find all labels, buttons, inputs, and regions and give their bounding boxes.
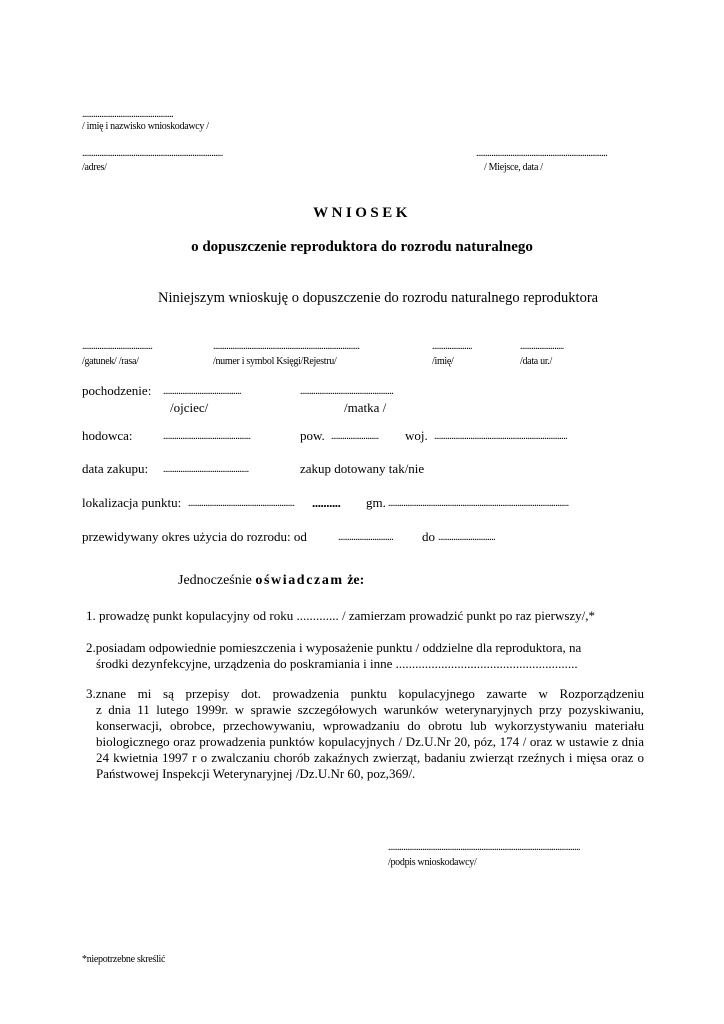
- location-line: ........................................................: [188, 498, 295, 509]
- county-line: .........................: [331, 431, 379, 442]
- breeder-label: hodowca:: [82, 428, 133, 443]
- declaration-item-1: 1. prowadzę punkt kopulacyjny od roku ............. / zamierzam prowadzić punkt po raz pierwszy/,*: [86, 608, 596, 623]
- purchase-date-label: data zakupu:: [82, 461, 149, 476]
- birth-date-caption: /data ur./: [520, 356, 552, 367]
- registry-number-caption: /numer i symbol Księgi/Rejestru/: [213, 356, 337, 367]
- declaration-item-2-continuation: środki dezynfekcyjne, urządzenia do poskramiania i inne ........................................................: [96, 656, 578, 671]
- father-caption: /ojciec/: [170, 400, 209, 415]
- applicant-name-line: ................................................: [82, 109, 174, 120]
- subsidy-text: zakup dotowany tak/nie: [300, 461, 425, 476]
- declaration-item-3-body: z dnia 11 lutego 1999r. w sprawie szczegółowych warunków weterynaryjnych przy pozyskiwaniu, konserwacji, obrobce, przechowywaniu, wprowadzaniu do obrotu lub wykorzystywaniu materiału biologicznego oraz prowadzenia punktów kopulacyjnych / Dz.U.Nr 20, póz, 174 / oraz w ustawie z dnia 24 kwietnia 1997 r o zwalczaniu chorób zakaźnych zwierząt, badaniu zwierząt rzeźnych i mięsa oraz o Państwowej Inspekcji Weterynaryjnej /Dz.U.Nr 60, poz,369/.: [96, 702, 644, 781]
- species-caption: /gatunek/ /rasa/: [82, 356, 139, 367]
- location-line-bold: ..........: [312, 495, 341, 510]
- registry-number-line: .............................................................................: [213, 341, 360, 352]
- county-label: pow.: [300, 428, 325, 443]
- declaration-prefix: Jednocześnie: [178, 573, 256, 588]
- document-title: WNIOSEK: [313, 205, 411, 221]
- intro-text: Niniejszym wnioskuję o dopuszczenie do rozrodu naturalnego reproduktora: [158, 290, 599, 306]
- species-line: .....................................: [82, 341, 153, 352]
- applicant-name-caption: / imię i nazwisko wnioskodawcy /: [82, 121, 209, 132]
- place-date-caption: / Miejsce, data /: [484, 162, 543, 173]
- period-label: przewidywany okres użycia do rozrodu: od: [82, 529, 307, 544]
- signature-line: .....................................................................................................: [388, 842, 580, 853]
- declaration-item-3: 3.znane mi są przepisy dot. prowadzenia punktu kopulacyjnego zawarte w Rozporządzeniu: [86, 686, 644, 701]
- purchase-date-line: .............................................: [163, 464, 249, 475]
- document-subtitle: o dopuszczenie reproduktora do rozrodu naturalnego: [191, 239, 533, 255]
- period-to-label: do: [422, 529, 435, 544]
- commune-line: ...............................................................................................: [388, 498, 569, 509]
- period-to-line: ..............................: [438, 532, 496, 543]
- period-from-line: .............................: [338, 532, 394, 543]
- declaration-item-2: 2.posiadam odpowiednie pomieszczenia i wyposażenie punktu / oddzielne dla reproduktora, na: [86, 640, 582, 655]
- place-date-line: .....................................................................: [476, 148, 608, 159]
- commune-label: gm.: [366, 495, 386, 510]
- voivodeship-line: ......................................................................: [434, 431, 568, 442]
- declaration-emphasis: oświadczam: [255, 573, 344, 588]
- footnote: *niepotrzebne skreślić: [82, 954, 166, 965]
- address-caption: /adres/: [82, 162, 107, 173]
- animal-name-line: .....................: [432, 341, 472, 352]
- origin-label: pochodzenie:: [82, 383, 152, 398]
- declaration-heading: [178, 574, 364, 588]
- breeder-line: ..............................................: [163, 431, 251, 442]
- animal-name-caption: /imię/: [432, 356, 454, 367]
- mother-caption: /matka /: [344, 400, 387, 415]
- signature-caption: /podpis wnioskodawcy/: [388, 857, 477, 868]
- mother-line: .................................................: [300, 386, 394, 397]
- address-line: ..........................................................................: [82, 148, 223, 159]
- location-label: lokalizacja punktu:: [82, 495, 182, 510]
- father-line: .........................................: [163, 386, 241, 397]
- declaration-suffix: że:: [343, 573, 365, 588]
- voivodeship-label: woj.: [405, 428, 428, 443]
- birth-date-line: .......................: [520, 341, 564, 352]
